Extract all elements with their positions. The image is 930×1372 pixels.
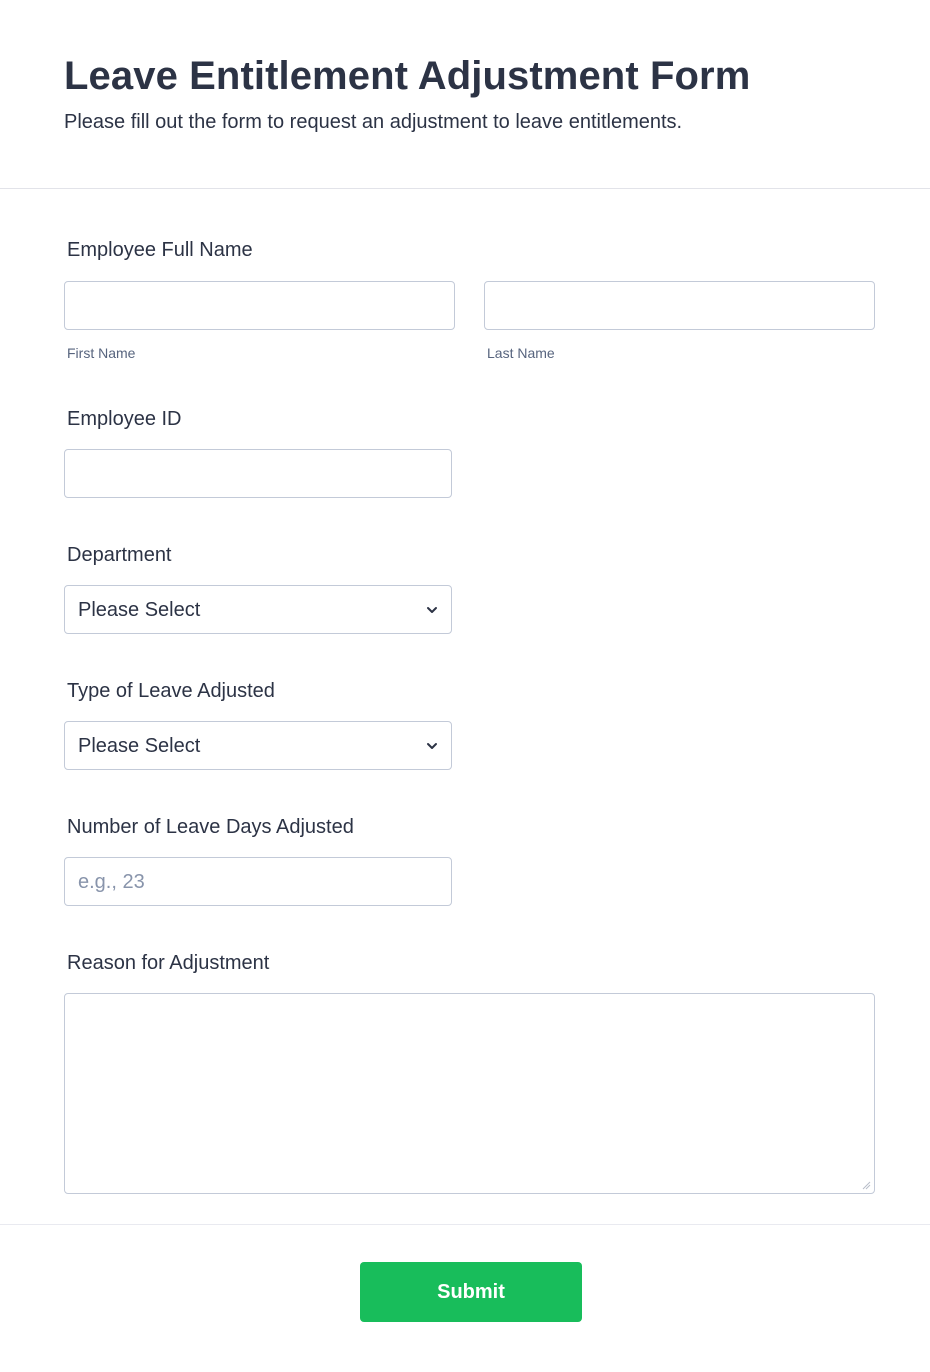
employee-id-label: Employee ID: [67, 408, 182, 430]
leave-days-placeholder: e.g., 23: [78, 871, 145, 893]
department-selected-value: Please Select: [78, 599, 201, 621]
chevron-down-icon: [425, 739, 439, 753]
page-subtitle: Please fill out the form to request an adjustment to leave entitlements.: [64, 111, 683, 133]
footer-divider: [0, 1224, 930, 1225]
employee-id-input[interactable]: [64, 449, 452, 498]
last-name-sublabel: Last Name: [487, 345, 555, 361]
department-select[interactable]: [64, 585, 452, 634]
leave-days-label: Number of Leave Days Adjusted: [67, 816, 354, 838]
submit-button[interactable]: Submit: [360, 1262, 582, 1322]
full-name-label: Employee Full Name: [67, 239, 253, 261]
chevron-down-icon: [425, 603, 439, 617]
reason-label: Reason for Adjustment: [67, 952, 270, 974]
leave-type-selected-value: Please Select: [78, 735, 201, 757]
page-title: Leave Entitlement Adjustment Form: [64, 54, 751, 98]
leave-type-select[interactable]: [64, 721, 452, 770]
leave-type-label: Type of Leave Adjusted: [67, 680, 275, 702]
department-label: Department: [67, 544, 172, 566]
resize-grip-icon[interactable]: [861, 1180, 871, 1190]
first-name-input[interactable]: [64, 281, 455, 330]
leave-days-input[interactable]: [64, 857, 452, 906]
last-name-input[interactable]: [484, 281, 875, 330]
form-header: [0, 0, 930, 189]
first-name-sublabel: First Name: [67, 345, 136, 361]
reason-textarea[interactable]: [64, 993, 875, 1194]
